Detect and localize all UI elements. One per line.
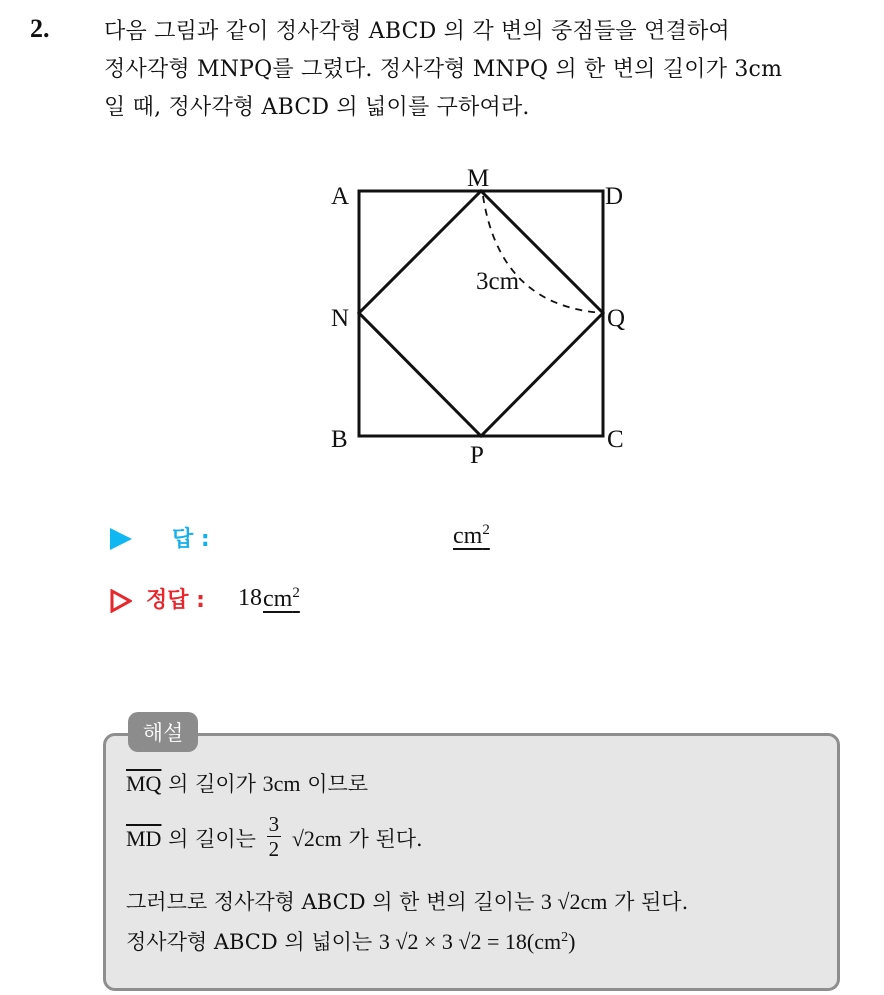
segment-mq: $\overline{MQ}$ — [126, 771, 162, 796]
fraction-numerator: 3 — [268, 812, 280, 836]
question-text-line-2: 정사각형 MNPQ를 그렸다. 정사각형 MNPQ 의 한 변의 길이가 3cm — [104, 57, 783, 82]
solution-line-3-text-b: 가 된다. — [614, 890, 689, 914]
key-label: 정답 : — [146, 588, 205, 613]
answer-row — [110, 522, 530, 556]
label-c: C — [607, 426, 624, 453]
solution-line-1-value: 3cm — [262, 771, 301, 796]
solution-line-2-text-a: 의 길이는 — [168, 827, 256, 851]
key-unit-exp: 2 — [292, 585, 300, 601]
solution-line-4-text-a: 정사각형 ABCD 의 넓이는 — [126, 930, 373, 954]
question-text-line-1: 다음 그림과 같이 정사각형 ABCD 의 각 변의 중점들을 연결하여 — [104, 19, 730, 44]
solution-line-1 — [126, 768, 368, 798]
solution-line-4-exp: 2 — [561, 930, 569, 945]
length-label: 3cm — [476, 268, 520, 295]
answer-unit-exp: 2 — [482, 522, 490, 538]
solution-line-4 — [126, 926, 575, 956]
solution-line-4-close: ) — [568, 929, 576, 954]
solution-line-2 — [126, 812, 423, 876]
answer-unit-base: cm — [453, 523, 483, 549]
solution-line-4-expr: 3 √2 × 3 √2 = 18(cm — [378, 929, 562, 954]
key-arrow-icon — [110, 589, 132, 613]
label-d: D — [605, 183, 624, 210]
key-value: 18 — [238, 585, 262, 611]
question-text-line-3: 일 때, 정사각형 ABCD 의 넓이를 구하여라. — [104, 95, 530, 120]
label-p: P — [470, 442, 484, 469]
key-unit — [263, 585, 300, 613]
solution-line-1-text-a: 의 길이가 — [168, 772, 256, 796]
solution-line-1-text-b: 이므로 — [307, 772, 369, 796]
solution-line-2-text-b: 가 된다. — [348, 827, 423, 851]
square-abcd — [359, 191, 603, 436]
solution-line-2-value: √2cm — [291, 826, 342, 851]
fraction-denominator: 2 — [268, 837, 280, 861]
fraction — [267, 812, 282, 861]
key-answer-row — [110, 583, 530, 617]
label-n: N — [331, 305, 350, 332]
label-b: B — [331, 426, 348, 453]
segment-md: $\overline{MD}$ — [126, 826, 162, 851]
solution-line-3-text-a: 그러므로 정사각형 ABCD 의 한 변의 길이는 — [126, 890, 535, 914]
solution-line-3-value: 3 √2cm — [540, 889, 608, 914]
answer-label: 답 : — [172, 527, 210, 552]
key-unit-base: cm — [263, 586, 293, 612]
square-mnpq — [359, 191, 603, 436]
answer-arrow-icon — [110, 528, 132, 550]
question-number: 2. — [30, 14, 50, 43]
solution-line-3 — [126, 886, 688, 916]
label-a: A — [331, 183, 350, 210]
solution-tag: 해설 — [128, 712, 198, 752]
label-q: Q — [607, 305, 626, 332]
label-m: M — [467, 165, 490, 192]
answer-input-unit[interactable] — [453, 522, 490, 550]
